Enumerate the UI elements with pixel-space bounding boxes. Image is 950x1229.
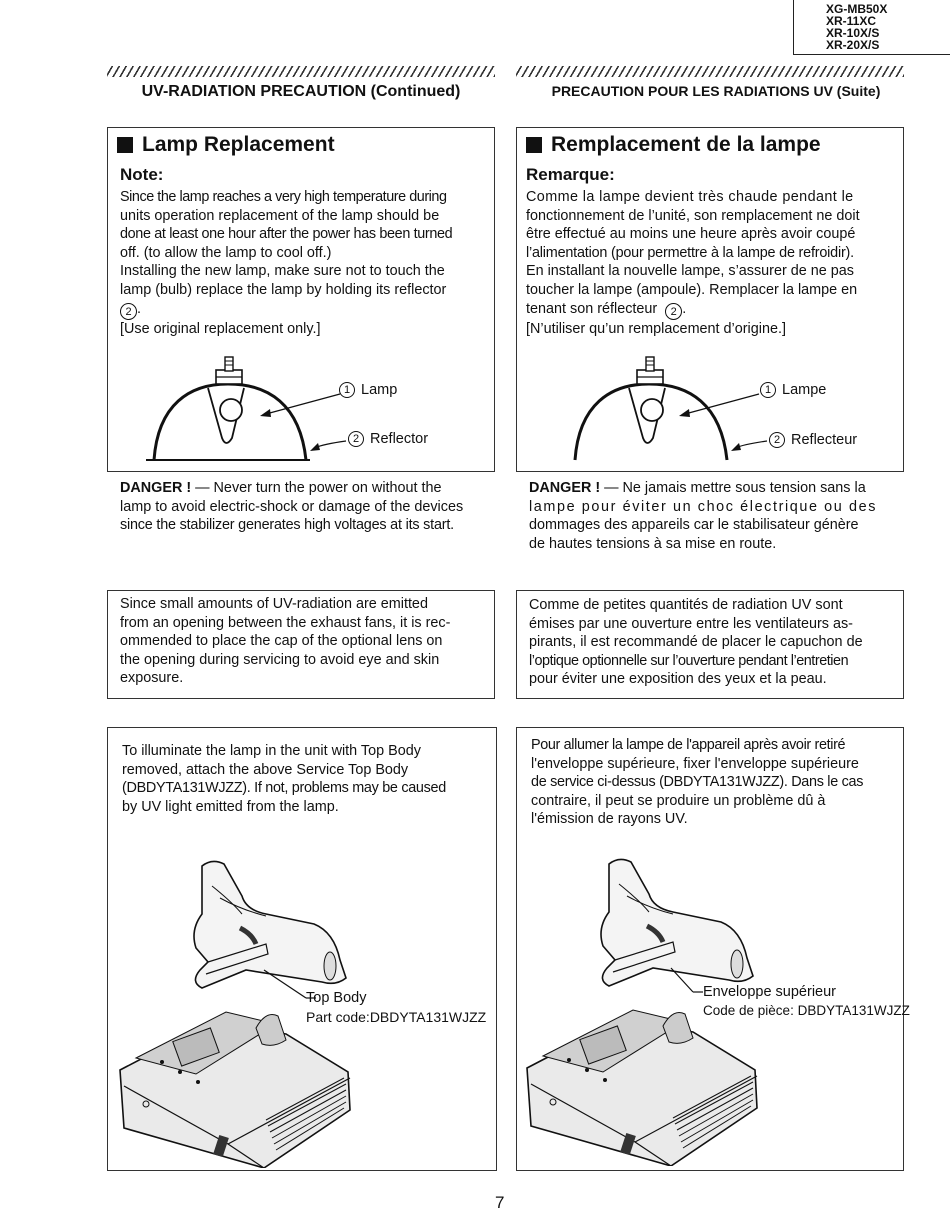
lamp-leader-lines [677,386,772,456]
circled-number: 2 [348,431,364,447]
lamp-label-text: Lampe [782,382,827,398]
illum-line: de service ci-dessus (DBDYTA131WJZZ). Dans le cas [531,774,864,791]
model-name: XG-MB50X [826,2,888,16]
ref-period: . [682,300,687,317]
note-line: Since the lamp reaches a very high temperature during [120,189,447,205]
bullet-square-icon [526,137,542,153]
lamp-replacement-box-right [516,127,904,472]
hatch-rule-left [107,66,495,77]
danger-label: DANGER ! [529,480,601,496]
uv-line: the opening during servicing to avoid eye and skin [120,651,440,668]
lamp-label-text: Lamp [361,382,398,398]
illumination-text [122,742,483,816]
reflector-label [348,431,428,447]
note-line: units operation replacement of the lamp should be [120,207,440,224]
uv-line: Comme de petites quantités de radiation UV sont [529,597,843,613]
model-name: XR-10X/S [826,26,880,40]
illum-line: Pour allumer la lampe de l'appareil après avoir retiré [531,737,846,753]
illumination-text [531,736,893,829]
uv-notice-box-left [107,590,495,699]
hatch-rule-right [516,66,904,77]
model-list [793,0,950,55]
section-title-text: Lamp Replacement [142,133,335,156]
ref-period: . [137,300,141,317]
lamp-leader-lines [258,386,348,456]
note-line: En installant la nouvelle lampe, s’assurer de ne pas [526,263,854,280]
uv-line: Since small amounts of UV-radiation are emitted [120,596,428,612]
ref-prefix: tenant son réflecteur [526,300,666,317]
danger-text-left [120,479,482,535]
heading-right: PRECAUTION POUR LES RADIATIONS UV (Suite) [551,83,881,99]
circled-number: 2 [665,303,682,320]
danger-line: lampe pour éviter un choc électrique ou des [529,498,877,515]
danger-line: since the stabilizer generates high voltages at its start. [120,517,454,534]
illum-line: (DBDYTA131WJZZ). If not, problems may be caused [122,780,446,797]
note-line: [N’utiliser qu’un remplacement d’origine.] [526,321,786,338]
part-name: Top Body [306,990,367,1006]
illumination-box-right [516,727,910,1171]
uv-notice-text [529,596,899,689]
note-text [120,188,482,339]
section-title [117,133,335,157]
danger-line [120,479,482,498]
danger-line: dommages des appareils car le stabilisateur génère [529,517,859,534]
heading-left: UV-RADIATION PRECAUTION (Continued) [141,83,461,100]
illum-line: contraire, il peut se produire un problème dû à [531,792,826,809]
uv-notice-box-right [516,590,904,699]
illum-line: l'émission de rayons UV. [531,811,688,828]
circled-number: 2 [120,303,137,320]
danger-line: lamp to avoid electric-shock or damage of the devices [120,498,464,515]
note-line: Comme la lampe devient très chaude pendant le [526,189,854,205]
lamp-label [339,382,397,398]
illum-line: removed, attach the above Service Top Body [122,761,409,778]
uv-line: ommended to place the cap of the optional lens on [120,633,443,650]
page-number: 7 [495,1193,505,1212]
circled-number: 1 [760,382,776,398]
note-line [526,300,896,321]
note-line: toucher la lampe (ampoule). Remplacer la lampe en [526,281,858,298]
note-line: [Use original replacement only.] [120,321,321,338]
danger-line-text: — Never turn the power on without the [191,480,442,496]
uv-line: exposure. [120,670,184,687]
illum-line: l'enveloppe supérieure, fixer l'enveloppe supérieure [531,755,859,772]
uv-line: l’optique optionnelle sur l’ouverture pendant l’entretien [529,652,849,669]
circled-number: 1 [339,382,355,398]
uv-line: pirants, il est recommandé de placer le capuchon de [529,634,863,651]
danger-label: DANGER ! [120,480,192,496]
note-line: Installing the new lamp, make sure not to touch the [120,263,445,280]
danger-line-text: — Ne jamais mettre sous tension sans la [600,480,866,496]
note-line: l’alimentation (pour permettre à la lampe de refroidir). [526,244,854,261]
note-line: done at least one hour after the power has been turned [120,226,453,243]
section-title [526,133,821,157]
uv-line: pour éviter une exposition des yeux et la peau. [529,671,827,688]
section-title-text: Remplacement de la lampe [551,133,821,156]
note-line: fonctionnement de l’unité, son remplacement ne doit [526,207,860,224]
illumination-box-left [107,727,497,1171]
note-line: être effectué au moins une heure après avoir coupé [526,226,856,243]
reflector-label-text: Reflecteur [791,432,858,448]
note-title: Note: [120,165,164,184]
uv-notice-text [120,595,486,688]
danger-line [529,479,891,498]
note-line: lamp (bulb) replace the lamp by holding its reflector [120,281,447,298]
part-code: Part code:DBDYTA131WJZZ [306,1009,487,1025]
illum-line: To illuminate the lamp in the unit with Top Body [122,743,421,759]
reflector-label-text: Reflector [370,431,429,447]
part-code: Code de pièce: DBDYTA131WJZZ [703,1003,910,1018]
model-name: XR-11XC [826,14,877,28]
circled-number: 2 [769,432,785,448]
danger-text-right [529,479,891,553]
model-name: XR-20X/S [826,38,880,52]
bullet-square-icon [117,137,133,153]
lamp-replacement-box-left [107,127,495,472]
reflector-label [769,432,857,448]
note-title: Remarque: [526,165,615,184]
uv-line: from an opening between the exhaust fans, it is rec- [120,614,451,631]
illum-line: by UV light emitted from the lamp. [122,798,339,815]
note-line [120,300,482,321]
uv-line: émises par une ouverture entre les ventilateurs as- [529,615,853,632]
note-line: off. (to allow the lamp to cool off.) [120,244,332,261]
danger-line: de hautes tensions à sa mise en route. [529,535,777,552]
lamp-label [760,382,826,398]
note-text [526,188,896,339]
part-name: Enveloppe supérieur [703,984,837,1000]
